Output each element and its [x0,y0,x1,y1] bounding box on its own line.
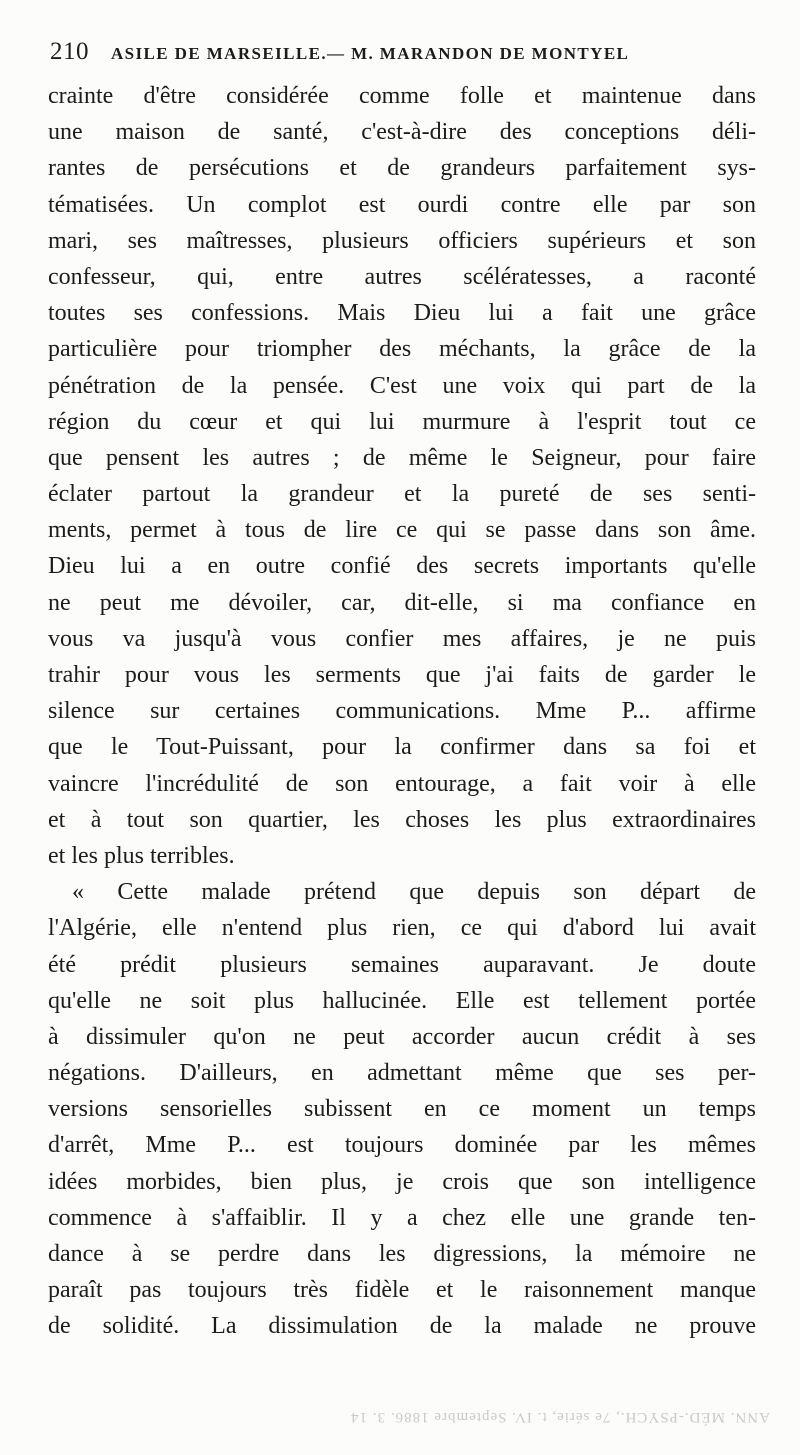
text-line: Dieu lui a en outre confié des secrets importants qu'elle [48,553,756,580]
text-line: que pensent les autres ; de même le Seigneur, pour faire [48,444,756,471]
text-line: rantes de persécutions et de grandeurs parfaitement sys- [48,155,756,182]
text-line: trahir pour vous les serments que j'ai faits de garder le [48,662,756,688]
text-line: de solidité. La dissimulation de la malade ne prouve [48,1313,756,1340]
text-line: qu'elle ne soit plus hallucinée. Elle est tellement portée [48,987,756,1014]
paragraph-start-line: « Cette malade prétend que depuis son départ de [72,879,756,906]
text-line: paraît pas toujours très fidèle et le raisonnement manque [48,1277,756,1304]
text-line: l'Algérie, elle n'entend plus rien, ce qui d'abord lui avait [48,915,756,942]
text-line: été prédit plusieurs semaines auparavant. Je doute [48,951,756,978]
text-line: silence sur certaines communications. Mme P... affirme [48,698,756,725]
text-line: idées morbides, bien plus, je crois que son intelligence [48,1168,756,1195]
text-line: vaincre l'incrédulité de son entourage, a fait voir à elle [48,770,756,797]
text-line: vous va jusqu'à vous confier mes affaires, je ne puis [48,625,756,652]
text-line: région du cœur et qui lui murmure à l'esprit tout ce [48,408,756,435]
text-line: une maison de santé, c'est-à-dire des conceptions déli- [48,119,756,146]
body-text [48,78,756,1345]
text-line: commence à s'affaiblir. Il y a chez elle une grande ten- [48,1204,756,1231]
text-line: versions sensorielles subissent en ce moment un temps [48,1096,756,1123]
text-line: crainte d'être considérée comme folle et maintenue dans [48,83,756,109]
paragraph-end-line: et les plus terribles. [48,842,235,869]
text-line: que le Tout-Puissant, pour la confirmer dans sa foi et [48,734,756,761]
text-line: à dissimuler qu'on ne peut accorder aucun crédit à ses [48,1023,756,1050]
text-line: mari, ses maîtresses, plusieurs officiers supérieurs et son [48,227,756,254]
text-line: dance à se perdre dans les digressions, la mémoire ne [48,1241,756,1267]
text-line: d'arrêt, Mme P... est toujours dominée par les mêmes [48,1132,756,1159]
text-line: ments, permet à tous de lire ce qui se passe dans son âme. [48,517,756,544]
page-number: 210 [50,38,89,65]
bleed-through-signature: ANN. MÉD.-PSYCH., 7e série, t. IV. Septembre 1886. 3. 14 [350,1409,770,1425]
text-line: pénétration de la pensée. C'est une voix qui part de la [48,372,756,399]
text-line: et à tout son quartier, les choses les plus extraordinaires [48,806,756,833]
page-header [50,38,755,78]
text-line: ne peut me dévoiler, car, dit-elle, si ma confiance en [48,589,756,616]
text-line: confesseur, qui, entre autres scélératesses, a raconté [48,263,756,290]
text-line: particulière pour triompher des méchants, la grâce de la [48,336,756,363]
running-head: ASILE DE MARSEILLE.— M. MARANDON DE MONTYEL [111,44,630,63]
text-line: éclater partout la grandeur et la pureté de ses senti- [48,481,756,508]
text-line: négations. D'ailleurs, en admettant même que ses per- [48,1060,756,1087]
text-line: toutes ses confessions. Mais Dieu lui a fait une grâce [48,300,756,327]
text-line: tématisées. Un complot est ourdi contre elle par son [48,191,756,218]
